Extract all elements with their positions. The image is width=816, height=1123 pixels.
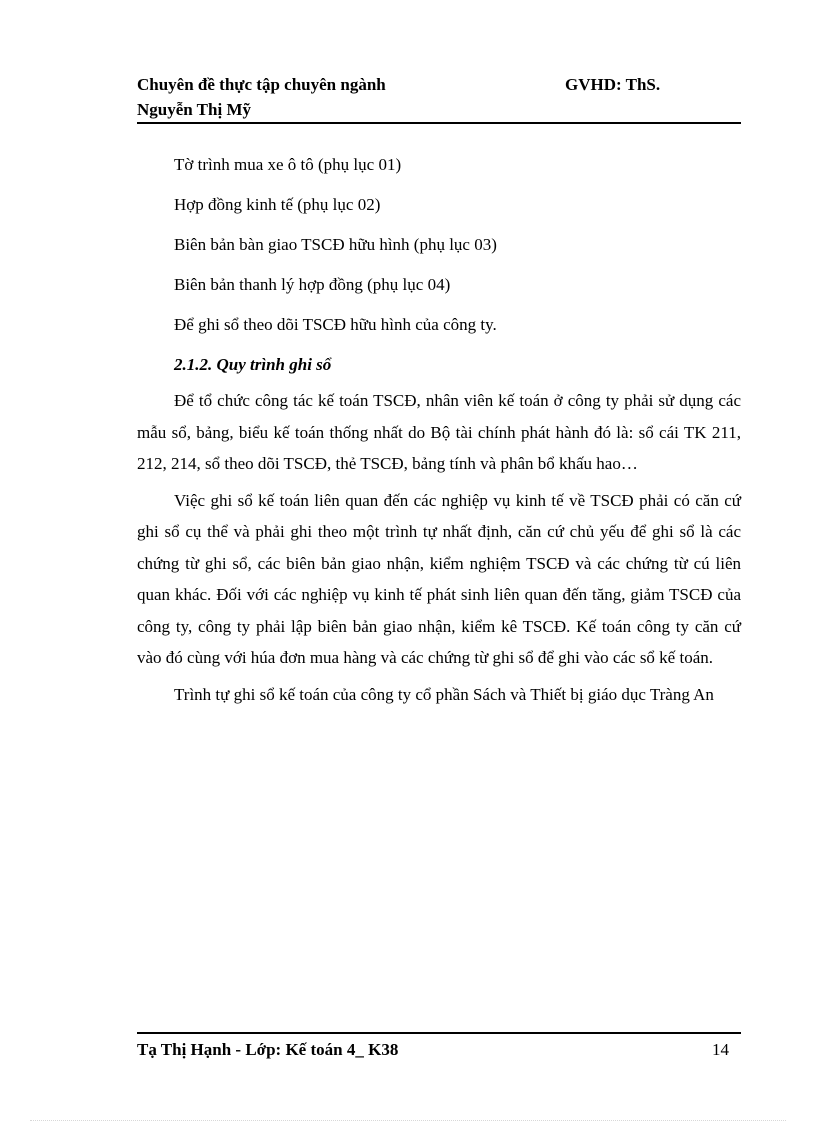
footer-divider: [137, 1032, 741, 1034]
page-content: [137, 145, 741, 715]
list-item: Để ghi sổ theo dõi TSCĐ hữu hình của công ty.: [174, 315, 497, 334]
paragraph: Để tổ chức công tác kế toán TSCĐ, nhân viên kế toán ở công ty phải sử dụng các mẫu sổ, bảng, biểu kế toán thống nhất do Bộ tài chính phát hành đó là: sổ cái TK 211, 212, 214, sổ theo dõi TSCĐ, thẻ TSCĐ, bảng tính và phân bổ khấu hao…: [137, 391, 741, 473]
page-header: [137, 72, 741, 122]
list-item: Biên bản bàn giao TSCĐ hữu hình (phụ lục 03): [174, 235, 497, 254]
section-heading: 2.1.2. Quy trình ghi sổ: [174, 355, 332, 374]
page-number: 14: [712, 1040, 729, 1059]
list-item: Tờ trình mua xe ô tô (phụ lục 01): [174, 155, 402, 174]
list-item: Biên bản thanh lý hợp đồng (phụ lục 04): [174, 275, 451, 294]
page-edge-divider: [30, 1120, 786, 1121]
list-item: Hợp đồng kinh tế (phụ lục 02): [174, 195, 381, 214]
paragraph: Việc ghi sổ kế toán liên quan đến các nghiệp vụ kinh tế về TSCĐ phải có căn cứ ghi sổ cụ thể và phải ghi theo một trình tự nhất định, căn cứ chủ yếu để ghi sổ là các chứng từ ghi sổ, các biên bản giao nhận, kiểm nghiệm TSCĐ và các chứng từ cú liên quan khác. Đối với các nghiệp vụ kinh tế phát sinh liên quan đến tăng, giảm TSCĐ của công ty, công ty phải lập biên bản giao nhận, kiểm kê TSCĐ. Kế toán công ty căn cứ vào đó cùng với húa đơn mua hàng và các chứng từ ghi sổ để ghi vào các sổ kế toán.: [137, 490, 741, 667]
paragraph: Trình tự ghi sổ kế toán của công ty cổ phần Sách và Thiết bị giáo dục Tràng An: [174, 684, 714, 704]
advisor-name: Nguyễn Thị Mỹ: [137, 100, 251, 119]
document-title: Chuyên đề thực tập chuyên ngành: [137, 75, 386, 94]
header-row: [137, 72, 741, 97]
page-footer: [137, 1037, 741, 1063]
header-divider: [137, 122, 741, 124]
advisor-label: GVHD: ThS.: [565, 75, 661, 94]
footer-author: Tạ Thị Hạnh - Lớp: Kế toán 4_ K38: [137, 1040, 399, 1059]
